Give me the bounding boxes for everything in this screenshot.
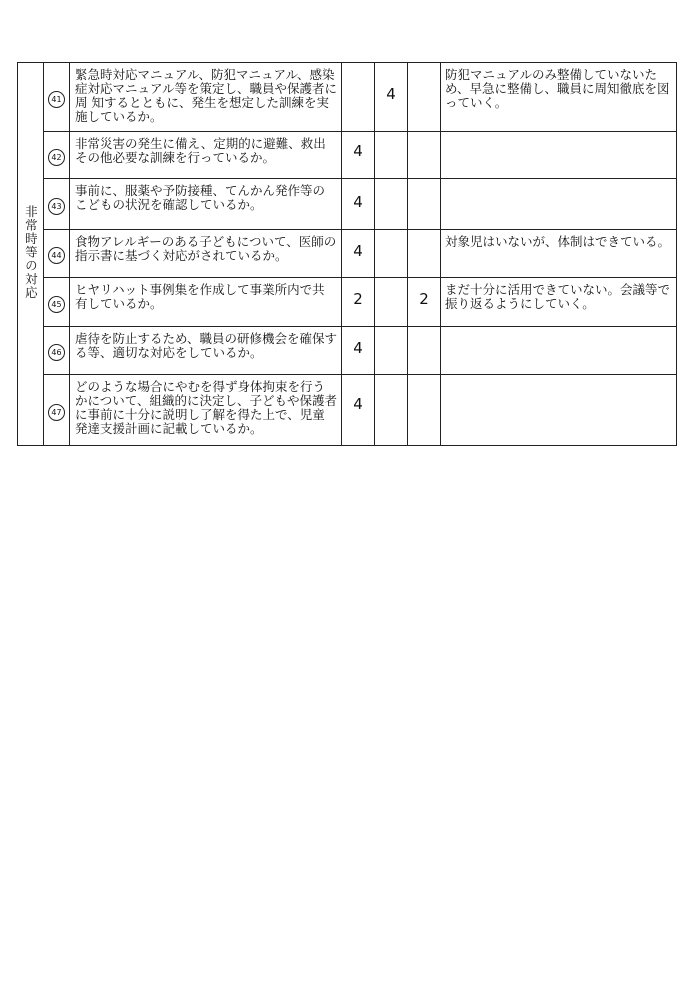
score-yes xyxy=(342,63,375,132)
item-number: 41 xyxy=(48,91,65,108)
score-no xyxy=(408,179,441,230)
score-yes: 4 xyxy=(342,327,375,375)
comment-text: 対象児はいないが、体制はできている。 xyxy=(441,230,677,278)
item-number-cell xyxy=(44,132,70,179)
score-partial xyxy=(375,375,408,446)
score-no xyxy=(408,230,441,278)
item-number-cell xyxy=(44,63,70,132)
score-no xyxy=(408,132,441,179)
table-row xyxy=(18,230,677,278)
score-partial xyxy=(375,230,408,278)
comment-text xyxy=(441,375,677,446)
question-text: ヒヤリハット事例集を作成して事業所内で共有しているか。 xyxy=(70,278,342,327)
score-partial xyxy=(375,132,408,179)
comment-text xyxy=(441,179,677,230)
table-row xyxy=(18,327,677,375)
item-number-cell xyxy=(44,375,70,446)
question-text: 事前に、服薬や予防接種、てんかん発作等のこどもの状況を確認しているか。 xyxy=(70,179,342,230)
score-partial xyxy=(375,327,408,375)
score-yes: 4 xyxy=(342,179,375,230)
item-number-cell xyxy=(44,230,70,278)
item-number: 45 xyxy=(48,296,65,313)
item-number: 47 xyxy=(48,404,65,421)
comment-text xyxy=(441,132,677,179)
evaluation-table xyxy=(17,62,677,446)
section-label: 非常時等の対応 xyxy=(23,204,39,300)
question-text: 緊急時対応マニュアル、防犯マニュアル、感染症対応マニュアル等を策定し、職員や保護者に周 知するとともに、発生を想定した訓練を実施しているか。 xyxy=(70,63,342,132)
score-no: 2 xyxy=(408,278,441,327)
item-number: 43 xyxy=(48,198,65,215)
table-row xyxy=(18,132,677,179)
comment-text: 防犯マニュアルのみ整備していないため、早急に整備し、職員に周知徹底を図っていく。 xyxy=(441,63,677,132)
score-yes: 4 xyxy=(342,132,375,179)
question-text: 食物アレルギーのある子どもについて、医師の指示書に基づく対応がされているか。 xyxy=(70,230,342,278)
score-partial xyxy=(375,278,408,327)
score-yes: 4 xyxy=(342,230,375,278)
score-partial: 4 xyxy=(375,63,408,132)
score-partial xyxy=(375,179,408,230)
item-number-cell xyxy=(44,278,70,327)
score-no xyxy=(408,63,441,132)
item-number-cell xyxy=(44,179,70,230)
question-text: 虐待を防止するため、職員の研修機会を確保する等、適切な対応をしているか。 xyxy=(70,327,342,375)
item-number-cell xyxy=(44,327,70,375)
score-yes: 2 xyxy=(342,278,375,327)
table-row xyxy=(18,375,677,446)
item-number: 42 xyxy=(48,149,65,166)
table-row xyxy=(18,63,677,132)
score-yes: 4 xyxy=(342,375,375,446)
score-no xyxy=(408,327,441,375)
question-text: どのような場合にやむを得ず身体拘束を行うかについて、組織的に決定し、子どもや保護者に事前に十分に説明し了解を得た上で、児童発達支援計画に記載しているか。 xyxy=(70,375,342,446)
section-label-cell xyxy=(18,63,44,446)
comment-text: まだ十分に活用できていない。会議等で振り返るようにしていく。 xyxy=(441,278,677,327)
item-number: 46 xyxy=(48,344,65,361)
score-no xyxy=(408,375,441,446)
comment-text xyxy=(441,327,677,375)
table-row xyxy=(18,278,677,327)
table-row xyxy=(18,179,677,230)
question-text: 非常災害の発生に備え、定期的に避難、救出その他必要な訓練を行っているか。 xyxy=(70,132,342,179)
item-number: 44 xyxy=(48,247,65,264)
